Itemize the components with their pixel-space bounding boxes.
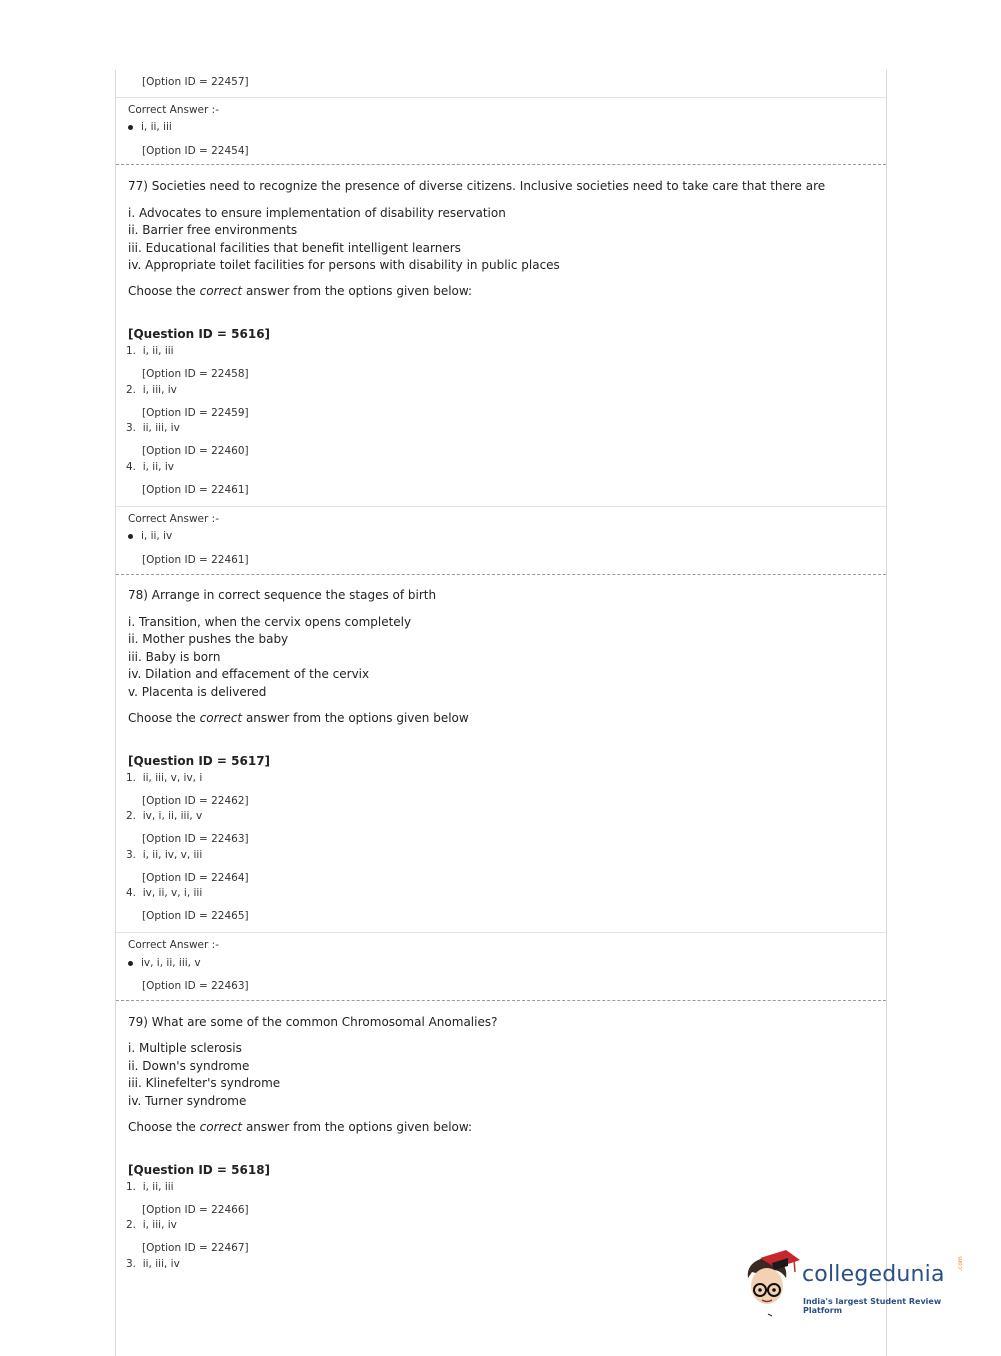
bullet-icon xyxy=(128,534,133,539)
option-3: 3. ii, iii, iv xyxy=(126,1258,180,1270)
question-78-text: 78) Arrange in correct sequence the stages of birth xyxy=(128,588,437,602)
option-id: [Option ID = 22466] xyxy=(142,1204,249,1216)
option-2: 2. i, iii, iv xyxy=(126,384,177,396)
question-79-text: 79) What are some of the common Chromosomal Anomalies? xyxy=(128,1015,498,1029)
document-page xyxy=(115,70,887,1356)
statement: iii. Baby is born xyxy=(128,650,221,664)
option-4: 4. i, ii, iv xyxy=(126,461,174,473)
correct-option-id: [Option ID = 22461] xyxy=(142,554,249,566)
statement: ii. Mother pushes the baby xyxy=(128,632,289,646)
option-2: 2. iv, i, ii, iii, v xyxy=(126,810,203,822)
brand-suffix: .com xyxy=(957,1256,964,1271)
correct-answer-label: Correct Answer :- xyxy=(128,939,219,951)
choose-instruction: Choose the correct answer from the options given below: xyxy=(128,284,473,298)
choose-instruction: Choose the correct answer from the options given below: xyxy=(128,1120,473,1134)
option-id: [Option ID = 22458] xyxy=(142,368,249,380)
correct-answer-value: iv, i, ii, iii, v xyxy=(128,957,201,969)
option-id: [Option ID = 22461] xyxy=(142,484,249,496)
correct-option-id: [Option ID = 22454] xyxy=(142,145,249,157)
option-id: [Option ID = 22457] xyxy=(142,76,249,88)
statement: i. Multiple sclerosis xyxy=(128,1041,242,1055)
correct-answer-label: Correct Answer :- xyxy=(128,513,219,525)
option-3: 3. ii, iii, iv xyxy=(126,422,180,434)
statement: iv. Dilation and effacement of the cervix xyxy=(128,667,370,681)
mascot-icon xyxy=(742,1248,804,1318)
question-id: [Question ID = 5617] xyxy=(128,754,271,768)
statement: i. Advocates to ensure implementation of disability reservation xyxy=(128,206,506,220)
option-id: [Option ID = 22463] xyxy=(142,833,249,845)
option-3: 3. i, ii, iv, v, iii xyxy=(126,849,203,861)
statement: ii. Down's syndrome xyxy=(128,1059,250,1073)
option-id: [Option ID = 22460] xyxy=(142,445,249,457)
statement: iv. Appropriate toilet facilities for persons with disability in public places xyxy=(128,258,560,272)
choose-instruction: Choose the correct answer from the options given below xyxy=(128,711,469,725)
option-id: [Option ID = 22462] xyxy=(142,795,249,807)
question-id: [Question ID = 5616] xyxy=(128,327,271,341)
correct-option-id: [Option ID = 22463] xyxy=(142,980,249,992)
bullet-icon xyxy=(128,125,133,130)
statement: iii. Educational facilities that benefit intelligent learners xyxy=(128,241,461,255)
option-id: [Option ID = 22467] xyxy=(142,1242,249,1254)
option-id: [Option ID = 22464] xyxy=(142,872,249,884)
option-id: [Option ID = 22465] xyxy=(142,910,249,922)
option-1: 1. i, ii, iii xyxy=(126,1181,174,1193)
correct-answer-value: i, ii, iii xyxy=(128,121,172,133)
option-4: 4. iv, ii, v, i, iii xyxy=(126,887,203,899)
statement: iii. Klinefelter's syndrome xyxy=(128,1076,281,1090)
statement: v. Placenta is delivered xyxy=(128,685,267,699)
option-1: 1. ii, iii, v, iv, i xyxy=(126,772,203,784)
option-1: 1. i, ii, iii xyxy=(126,345,174,357)
brand-name: collegedunia xyxy=(802,1262,945,1287)
question-separator xyxy=(116,1000,886,1001)
option-id: [Option ID = 22459] xyxy=(142,407,249,419)
question-separator xyxy=(116,574,886,575)
statement: ii. Barrier free environments xyxy=(128,223,298,237)
question-separator xyxy=(116,164,886,165)
statement: i. Transition, when the cervix opens completely xyxy=(128,615,412,629)
question-id: [Question ID = 5618] xyxy=(128,1163,271,1177)
statement: iv. Turner syndrome xyxy=(128,1094,247,1108)
divider xyxy=(116,506,886,507)
divider xyxy=(116,97,886,98)
brand-tagline: India's largest Student Review Platform xyxy=(803,1297,942,1315)
collegedunia-logo xyxy=(742,1248,972,1318)
correct-answer-value: i, ii, iv xyxy=(128,530,172,542)
bullet-icon xyxy=(128,961,133,966)
correct-answer-label: Correct Answer :- xyxy=(128,104,219,116)
divider xyxy=(116,932,886,933)
option-2: 2. i, iii, iv xyxy=(126,1219,177,1231)
question-77-text: 77) Societies need to recognize the presence of diverse citizens. Inclusive societies need to take care that there are xyxy=(128,179,826,193)
